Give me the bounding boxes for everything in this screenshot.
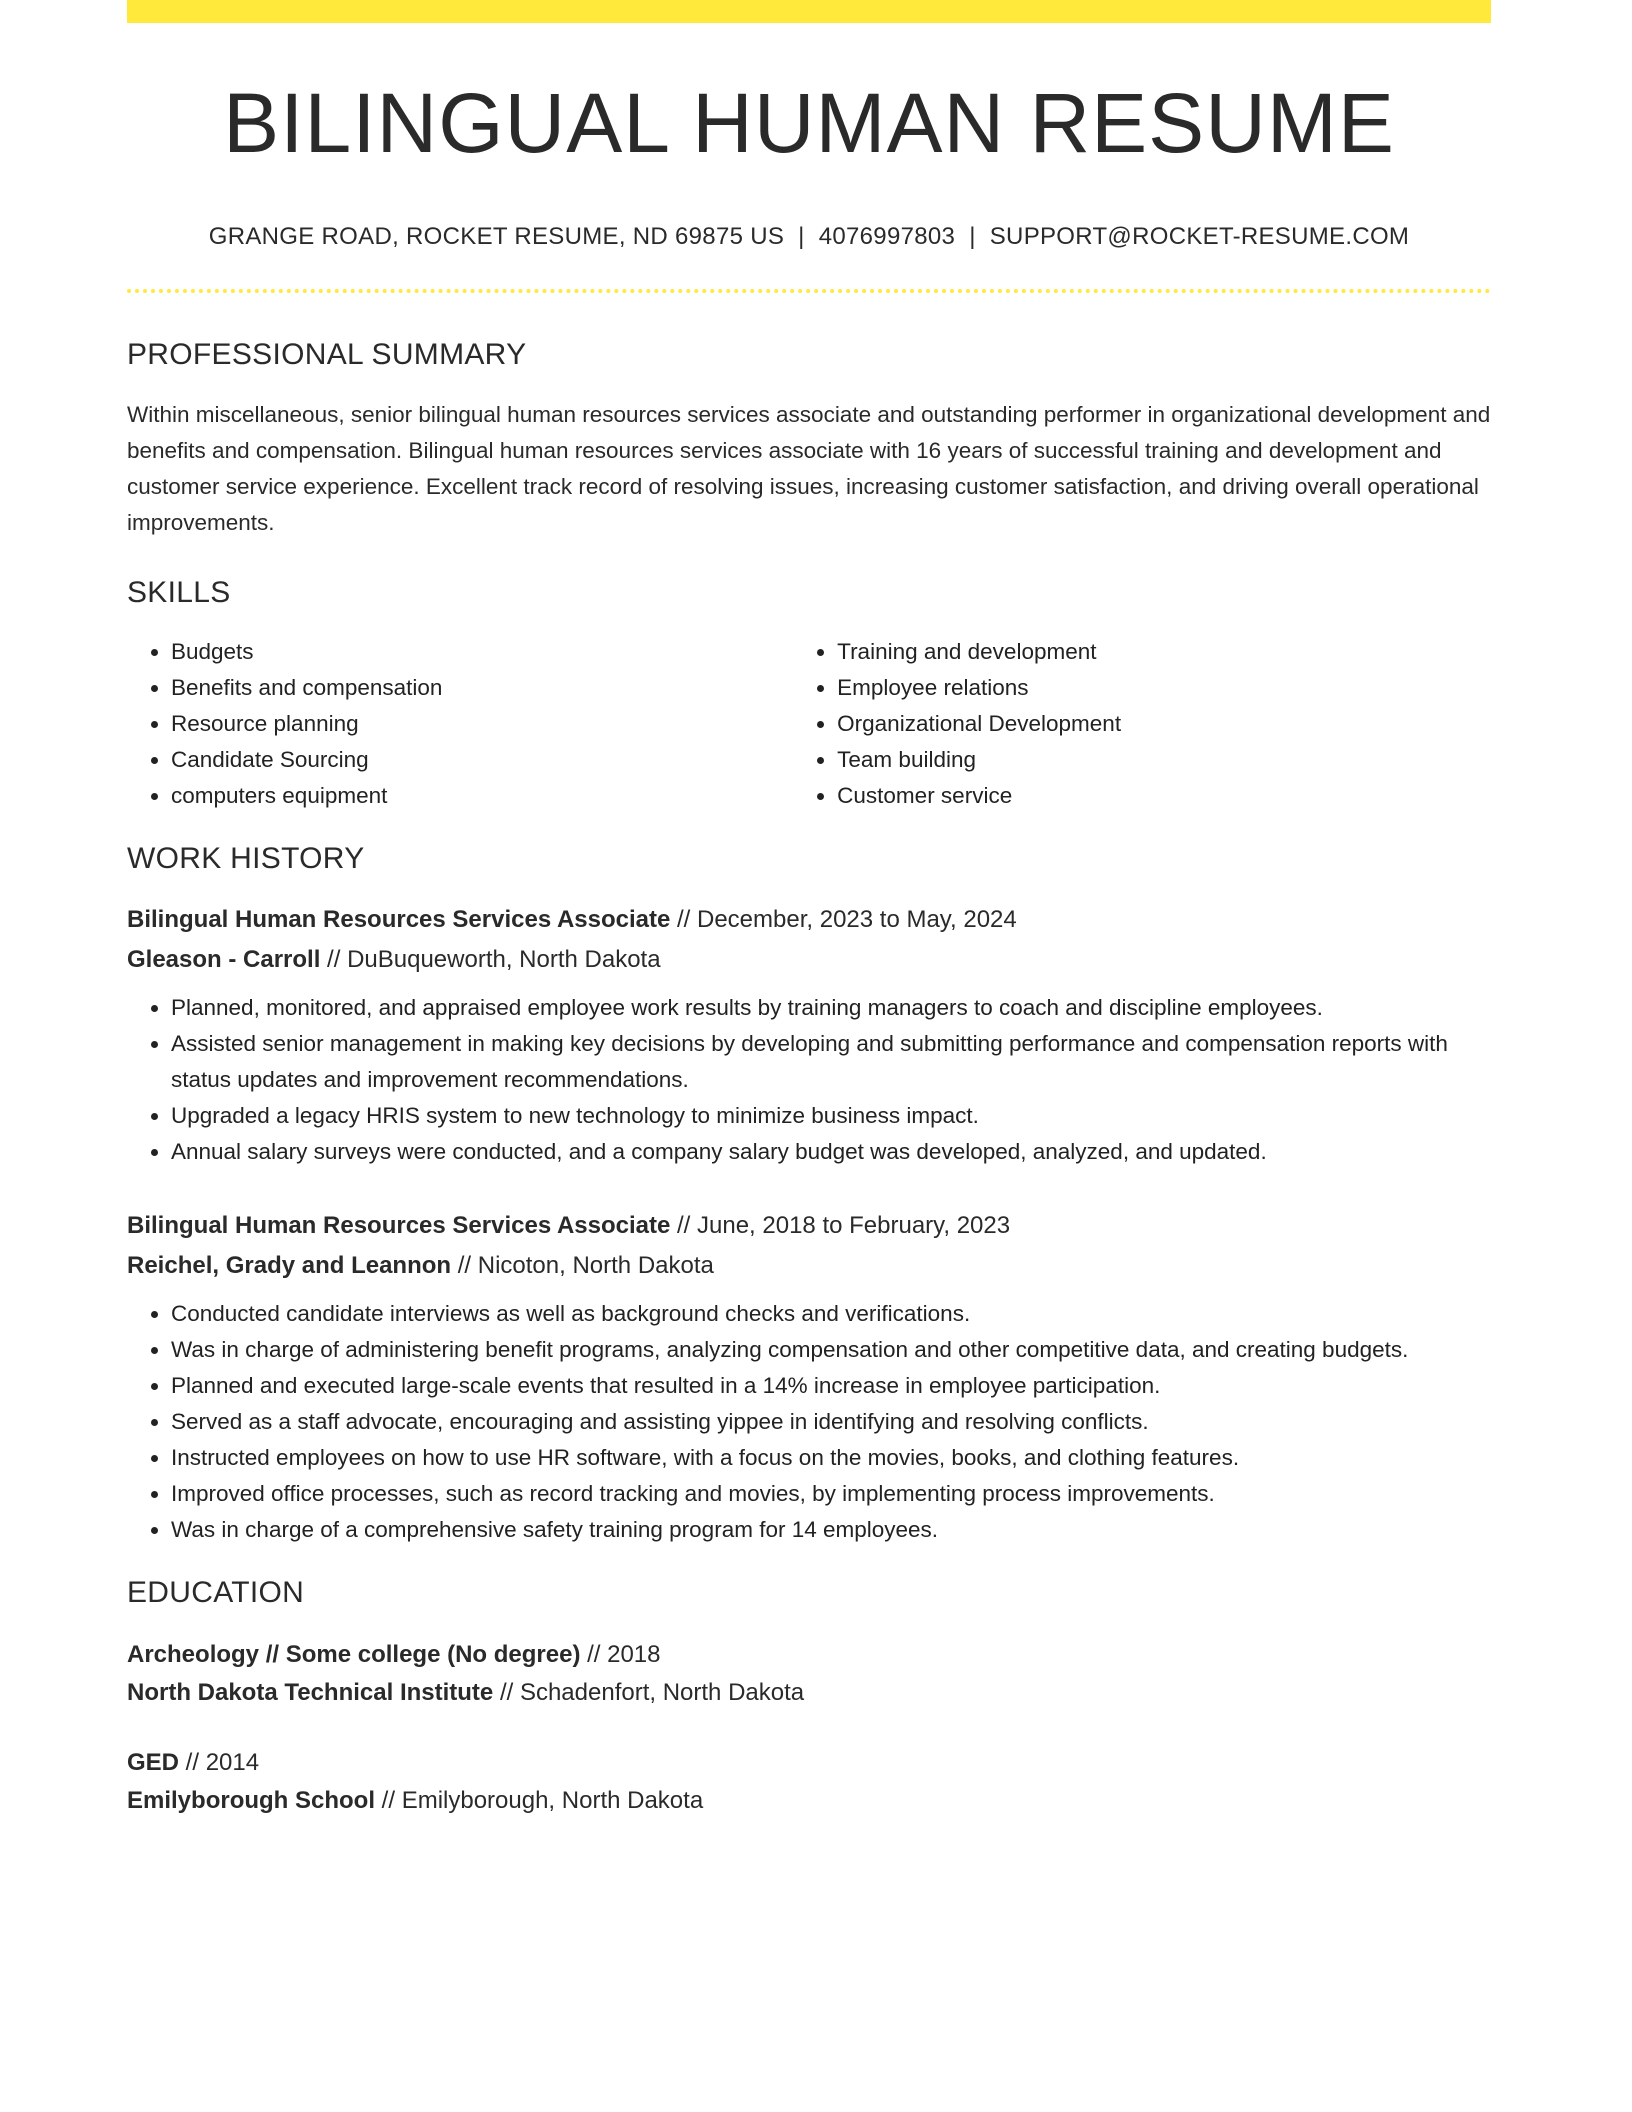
resume-title: BILINGUAL HUMAN RESUME [223,76,1395,170]
skill-item: • Training and development [837,634,1491,670]
education-degree: GED [127,1749,180,1776]
education-degree: Archeology // Some college (No degree) [127,1641,581,1668]
education-location: // Schadenfort, North Dakota [493,1679,805,1706]
skills-grid [127,634,1491,814]
job-location: // Nicoton, North Dakota [451,1252,714,1279]
job-bullet: • Assisted senior management in making key decisions by developing and submitting performance and compensation reports with status updates and improvement recommendations. [171,1026,1491,1098]
job-entry [127,1206,1491,1548]
education-entry [127,1636,1491,1712]
contact-address: GRANGE ROAD, ROCKET RESUME, ND 69875 US [208,223,785,250]
job-bullet: • Upgraded a legacy HRIS system to new technology to minimize business impact. [171,1098,1491,1134]
job-bullet: • Conducted candidate interviews as well as background checks and verifications. [171,1296,1491,1332]
job-company-line [127,1246,1491,1286]
summary-text: Within miscellaneous, senior bilingual human resources services associate and outstanding performer in organizational development and benefits and compensation. Bilingual human resources services associate with 16 years of successful training and development and customer service experience. Excellent track record of resolving issues, increasing customer satisfaction, and driving overall operational improvements. [127,402,1491,535]
skill-item: • computers equipment [171,778,793,814]
skills-heading: SKILLS [127,576,231,609]
education-year: // 2018 [580,1641,661,1668]
job-bullet: • Instructed employees on how to use HR software, with a focus on the movies, books, and clothing features. [171,1440,1491,1476]
education-school: North Dakota Technical Institute [127,1679,494,1706]
skill-item: • Employee relations [837,670,1491,706]
dotted-divider [127,289,1491,293]
top-accent-bar [127,0,1491,23]
job-company: Gleason - Carroll [127,946,321,973]
job-role: Bilingual Human Resources Services Associate [127,906,671,933]
job-bullet: • Planned and executed large-scale events that resulted in a 14% increase in employee participation. [171,1368,1491,1404]
summary-heading: PROFESSIONAL SUMMARY [127,338,527,371]
job-bullet: • Served as a staff advocate, encouraging and assisting yippee in identifying and resolving conflicts. [171,1404,1491,1440]
job-dates: // December, 2023 to May, 2024 [670,906,1017,933]
education-degree-line [127,1636,1491,1674]
resume-page [127,0,1491,1820]
education-school-line [127,1674,1491,1712]
job-entry [127,900,1491,1170]
job-location: // DuBuqueworth, North Dakota [320,946,661,973]
job-bullet: • Improved office processes, such as record tracking and movies, by implementing process improvements. [171,1476,1491,1512]
skill-item: • Resource planning [171,706,793,742]
contact-phone: 4076997803 [818,223,956,250]
job-role-line [127,900,1491,940]
contact-email: SUPPORT@ROCKET-RESUME.COM [989,223,1410,250]
skill-item: • Candidate Sourcing [171,742,793,778]
skills-left-column [127,634,793,814]
job-bullet: • Annual salary surveys were conducted, and a company salary budget was developed, analyzed, and updated. [171,1134,1491,1170]
skill-item: • Customer service [837,778,1491,814]
contact-separator: | [798,223,805,250]
job-role: Bilingual Human Resources Services Associate [127,1212,671,1239]
job-dates: // June, 2018 to February, 2023 [670,1212,1011,1239]
job-bullet: • Planned, monitored, and appraised employee work results by training managers to coach and discipline employees. [171,990,1491,1026]
work-history-heading: WORK HISTORY [127,842,365,875]
job-bullet: • Was in charge of a comprehensive safety training program for 14 employees. [171,1512,1491,1548]
skill-item: • Budgets [171,634,793,670]
skill-item: • Team building [837,742,1491,778]
education-heading: EDUCATION [127,1576,305,1609]
skill-item: • Organizational Development [837,706,1491,742]
education-school: Emilyborough School [127,1787,376,1814]
job-bullets [127,990,1491,1170]
skill-item: • Benefits and compensation [171,670,793,706]
contact-separator: | [969,223,976,250]
education-school-line [127,1782,1491,1820]
contact-line [127,223,1491,251]
skills-right-column [793,634,1491,814]
education-location: // Emilyborough, North Dakota [375,1787,704,1814]
job-company-line [127,940,1491,980]
job-bullet: • Was in charge of administering benefit programs, analyzing compensation and other competitive data, and creating budgets. [171,1332,1491,1368]
job-company: Reichel, Grady and Leannon [127,1252,452,1279]
education-entry [127,1744,1491,1820]
education-degree-line [127,1744,1491,1782]
job-bullets [127,1296,1491,1548]
job-role-line [127,1206,1491,1246]
education-year: // 2014 [179,1749,260,1776]
